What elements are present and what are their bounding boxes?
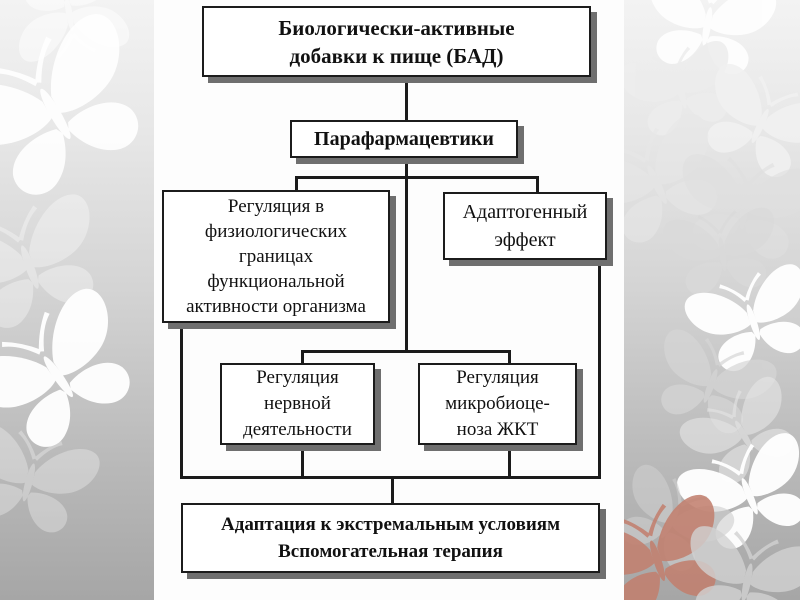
connector	[391, 479, 394, 504]
node-label-line: эффект	[494, 229, 556, 251]
node-label-line: активности организма	[186, 296, 366, 317]
node-label-line: ноза ЖКТ	[456, 419, 539, 440]
node-label-line: границах	[238, 246, 314, 267]
connector	[508, 444, 511, 477]
connector	[405, 157, 408, 353]
connector	[405, 77, 408, 121]
connector	[301, 444, 304, 477]
node-label-line: микробиоце-	[445, 393, 550, 414]
node-bad	[202, 6, 591, 77]
connector	[301, 350, 511, 353]
node-label-line: Адаптогенный	[462, 201, 588, 223]
node-label-line: Регуляция	[456, 367, 539, 388]
node-label-line: Парафармацевтики	[314, 128, 494, 150]
node-label-line: Биологически-активные	[278, 15, 515, 40]
node-label-line: функциональной	[207, 271, 345, 292]
connector	[295, 176, 539, 179]
node-label-line: деятельности	[243, 419, 352, 440]
node-label-line: нервной	[264, 393, 331, 414]
node-physiological-regulation	[162, 190, 390, 323]
node-label-line: Регуляция в	[227, 196, 325, 217]
node-label-line: Регуляция	[256, 367, 339, 388]
node-label-line: физиологических	[204, 221, 348, 242]
connector	[301, 350, 304, 364]
connector	[295, 176, 298, 191]
node-label-line: Вспомогательная терапия	[278, 541, 503, 562]
connector	[508, 350, 511, 364]
node-label-line: Адаптация к экстремальным условиям	[220, 514, 561, 535]
node-label-line: добавки к пище (БАД)	[289, 43, 504, 68]
node-adaptogenic-effect	[443, 192, 607, 260]
connector	[598, 259, 601, 479]
node-adaptation-and-therapy	[181, 503, 600, 573]
connector	[536, 176, 539, 193]
node-gut-microbiocenosis-regulation	[418, 363, 577, 445]
node-nervous-activity-regulation	[220, 363, 375, 445]
connector	[180, 322, 183, 479]
node-parapharmaceuticals	[290, 120, 518, 158]
